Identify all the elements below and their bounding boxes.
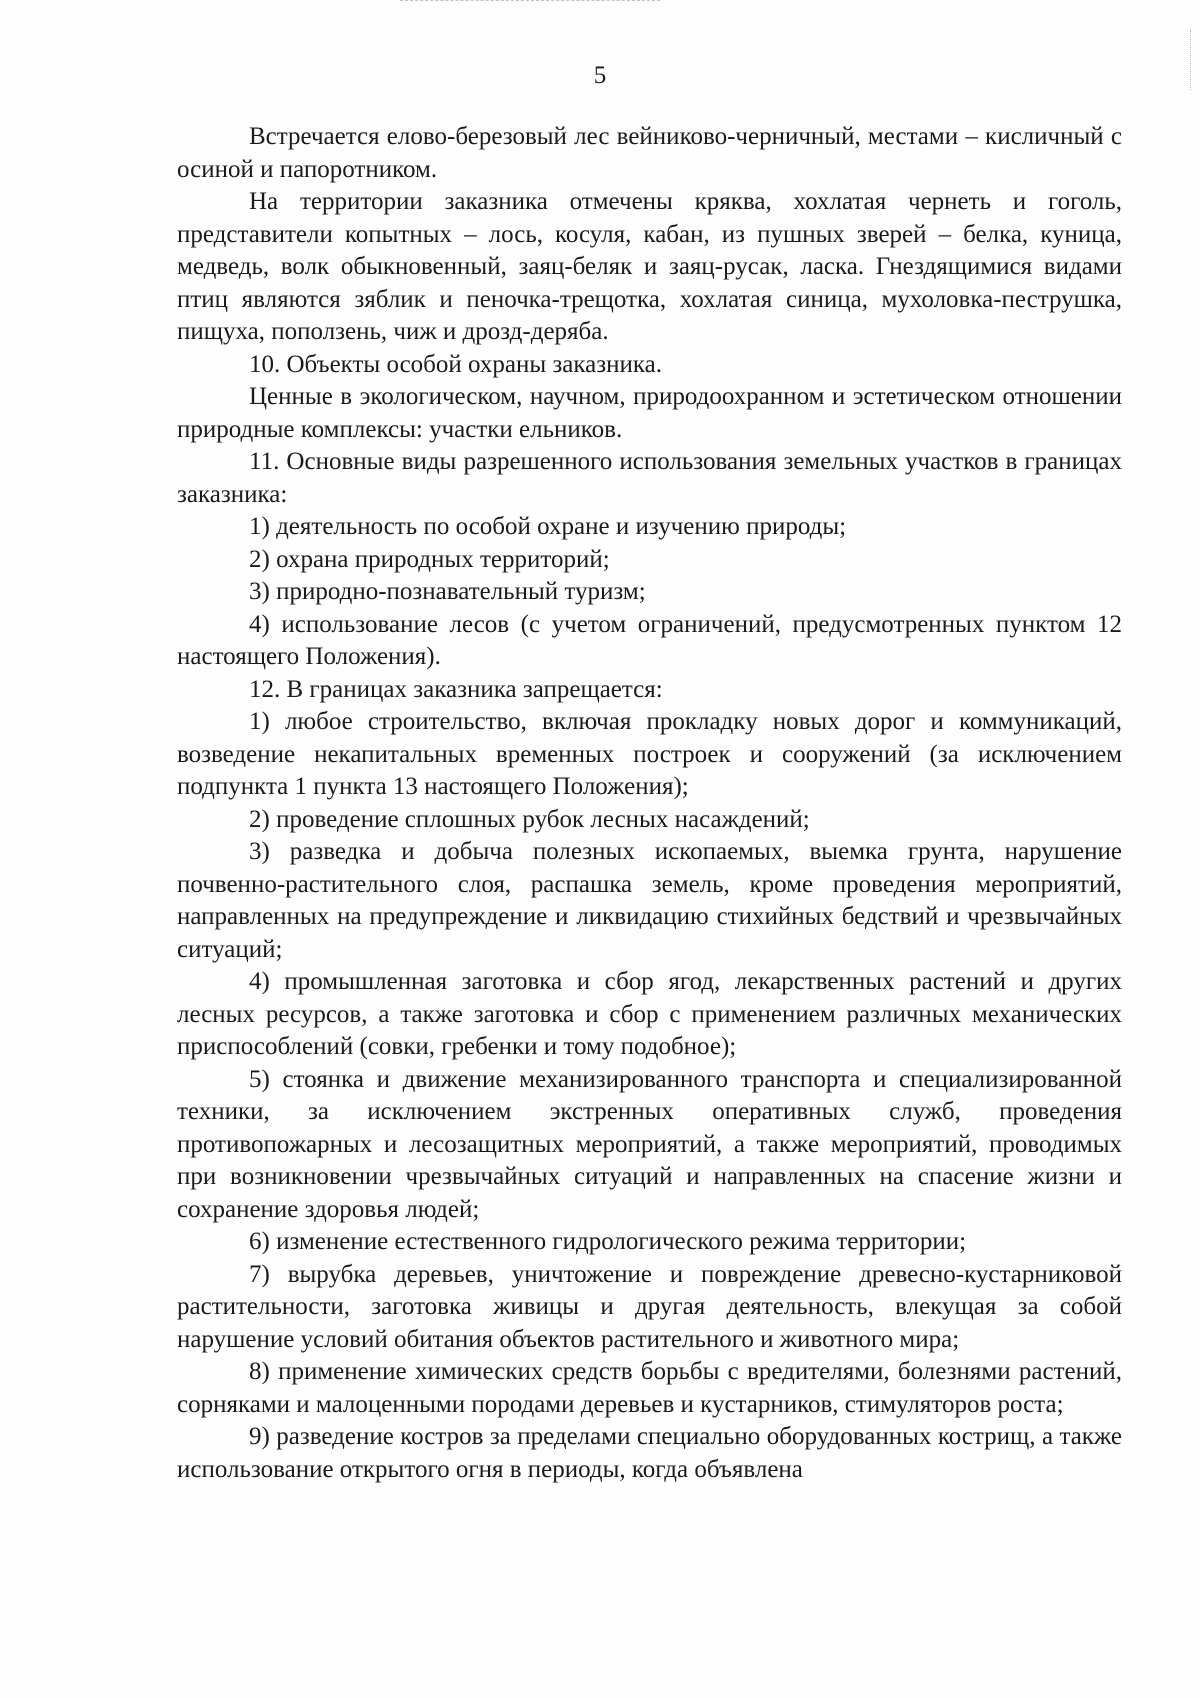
list-item-12-8: 8) применение химических средств борьбы с вредителями, болезнями растений, сорняками и малоценными породами деревьев и кустарников, стимуляторов роста; [177, 1358, 1122, 1418]
section-12-heading: 12. В границах заказника запрещается: [249, 675, 663, 703]
section-10-heading: 10. Объекты особой охраны заказника. [249, 350, 663, 378]
list-item-12-4: 4) промышленная заготовка и сбор ягод, лекарственных растений и других лесных ресурсов, а также заготовка и сбор с применением различных механических приспособлений (совки, гребенки и тому подобное); [177, 968, 1122, 1060]
page-number: 5 [593, 62, 607, 89]
document-body [177, 121, 1122, 1486]
list-item-12-7: 7) вырубка деревьев, уничтожение и повреждение древесно-кустарниковой растительности, заготовка живицы и другая деятельность, влекущая за собой нарушение условий обитания объектов растительного и животного мира; [177, 1260, 1122, 1353]
list-item-12-1: 1) любое строительство, включая прокладку новых дорог и коммуникаций, возведение некапитальных временных построек и сооружений (за исключением подпункта 1 пункта 13 настоящего Положения); [177, 708, 1122, 800]
list-item-12-9: 9) разведение костров за пределами специально оборудованных кострищ, а также использование открытого огня в периоды, когда объявлена [177, 1423, 1122, 1483]
paragraph-forest: Встречается елово-березовый лес вейниково-черничный, местами – кисличный с осиной и папоротником. [177, 123, 1122, 183]
list-item-12-3: 3) разведка и добыча полезных ископаемых, выемка грунта, нарушение почвенно-растительного слоя, распашка земель, кроме проведения мероприятий, направленных на предупреждение и ликвидацию стихийных бедствий и чрезвычайных ситуаций; [177, 838, 1122, 963]
list-item-11-3: 3) природно-познавательный туризм; [249, 578, 646, 605]
scan-artifact-top [400, 0, 660, 3]
paragraph-fauna: На территории заказника отмечены кряква, хохлатая чернеть и гоголь, представители копытных – лось, косуля, кабан, из пушных зверей – белка, куница, медведь, волк обыкновенный, заяц-беляк и заяц-русак, ласка. Гнездящимися видами птиц являются зяблик и пеночка-трещотка, хохлатая синица, мухоловка-пеструшка, пищуха, поползень, чиж и дрозд-деряба. [177, 188, 1122, 345]
list-item-11-4: 4) использование лесов (с учетом ограничений, предусмотренных пунктом 12 настоящего Положения). [177, 610, 1122, 670]
list-item-11-2: 2) охрана природных территорий; [249, 545, 610, 573]
section-11-heading: 11. Основные виды разрешенного использования земельных участков в границах заказника: [177, 448, 1122, 508]
paragraph-protected-objects: Ценные в экологическом, научном, природоохранном и эстетическом отношении природные комплексы: участки ельников. [177, 383, 1122, 443]
list-item-11-1: 1) деятельность по особой охране и изучению природы; [249, 513, 847, 540]
list-item-12-5: 5) стоянка и движение механизированного транспорта и специализированной техники, за исключением экстренных оперативных служб, проведения противопожарных и лесозащитных мероприятий, а также мероприятий, проводимых при возникновении чрезвычайных ситуаций и направленных на спасение жизни и сохранение здоровья людей; [177, 1065, 1122, 1223]
list-item-12-6: 6) изменение естественного гидрологического режима территории; [249, 1228, 967, 1255]
list-item-12-2: 2) проведение сплошных рубок лесных насаждений; [249, 805, 810, 833]
